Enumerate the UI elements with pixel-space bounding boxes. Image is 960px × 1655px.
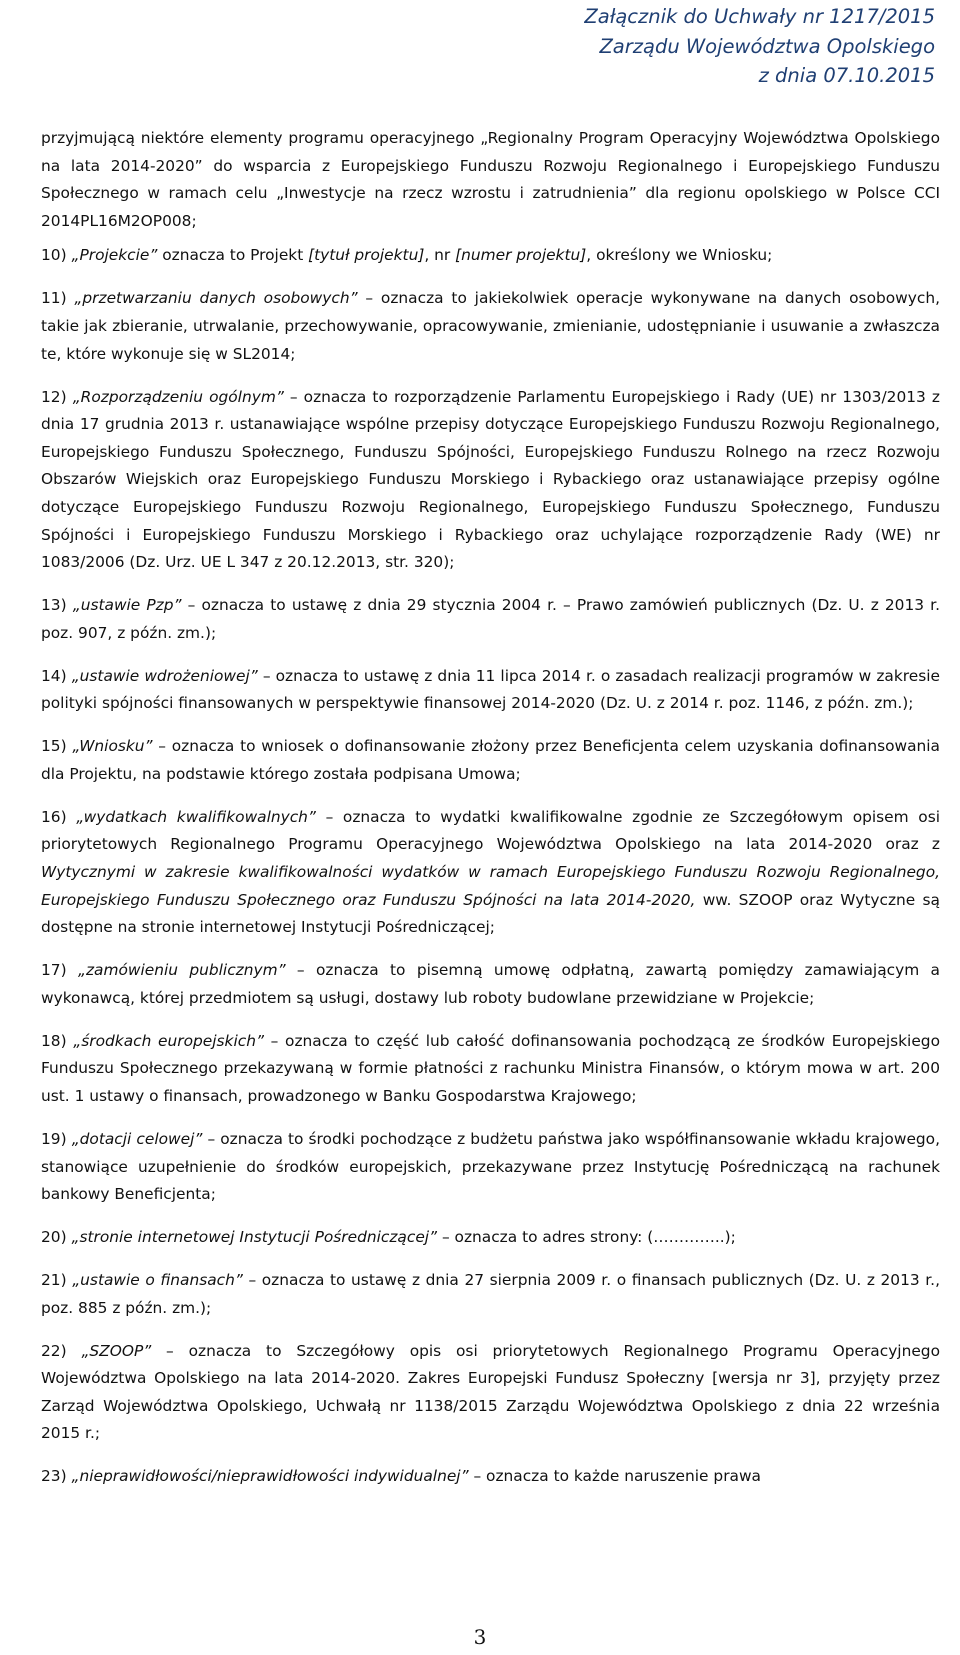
definition-item: [41, 1028, 940, 1111]
header-line-resolution: Załącznik do Uchwały nr 1217/2015: [584, 5, 935, 28]
item-term: „ustawie o finansach”: [72, 1271, 243, 1290]
item-text: – oznacza to wydatki kwalifikowalne zgodnie ze Szczegółowym opisem osi priorytetowych Regionalnego Programu Operacyjnego Województwa Opolskiego na lata 2014-2020 oraz z: [41, 807, 940, 854]
item-text: , określony we Wniosku;: [586, 246, 773, 265]
item-term: „Projekcie”: [71, 246, 158, 265]
item-number: 18): [41, 1031, 67, 1050]
definition-item: [41, 1463, 940, 1491]
item-number: 16): [41, 807, 67, 826]
item-text: – oznacza to ustawę z dnia 29 stycznia 2004 r. – Prawo zamówień publicznych (Dz. U. z 2013 r. poz. 907, z późn. zm.);: [41, 596, 940, 642]
item-text: – oznacza to wniosek o dofinansowanie złożony przez Beneficjenta celem uzyskania dofinansowania dla Projektu, na podstawie którego została podpisana Umowa;: [41, 737, 940, 783]
item-text: – oznacza to środki pochodzące z budżetu państwa jako współfinansowanie wkładu krajowego, stanowiące uzupełnienie do środków europejskich, przekazywane przez Instytucję Pośredniczącą na rachunek bankowy Beneficjenta;: [41, 1129, 940, 1204]
item-number: 20): [41, 1228, 67, 1247]
item-number: 15): [41, 737, 67, 756]
document-header: [584, 2, 935, 91]
item-text: – oznacza to jakiekolwiek operacje wykonywane na danych osobowych, takie jak zbieranie, utrwalanie, przechowywanie, opracowywanie, zmienianie, udostępnianie i usuwanie a zwłaszcza te, które wykonuje się w SL2014;: [41, 289, 940, 363]
header-line-board: Zarządu Województwa Opolskiego: [599, 34, 935, 58]
item-number: 13): [41, 596, 67, 615]
item-number: 21): [41, 1271, 67, 1290]
item-term: „wydatkach kwalifikowalnych”: [76, 807, 316, 826]
item-term: „nieprawidłowości/nieprawidłowości indywidualnej”: [71, 1467, 469, 1486]
item-number: 19): [41, 1129, 67, 1148]
definition-item: [41, 592, 940, 647]
item-term: „środkach europejskich”: [73, 1031, 264, 1050]
item-text: – oznacza to każde naruszenie prawa: [468, 1467, 761, 1486]
item-number: 11): [41, 289, 67, 308]
item-term: „SZOOP”: [81, 1341, 152, 1360]
item-term: „dotacji celowej”: [71, 1129, 203, 1148]
definition-item: [41, 285, 940, 368]
item-italic-text: Wytycznymi w zakresie kwalifikowalności wydatków w ramach Europejskiego Funduszu Rozwoju Regionalnego, Europejskiego Funduszu Społecznego oraz Funduszu Spójności na lata 2014-2020,: [41, 863, 940, 909]
item-term: „przetwarzaniu danych osobowych”: [74, 289, 358, 308]
item-number: 10): [41, 246, 67, 265]
item-text: – oznacza to Szczegółowy opis osi priorytetowych Regionalnego Programu Operacyjnego Województwa Opolskiego na lata 2014-2020. Zakres Europejski Fundusz Społeczny [wersja nr 3], przyjęty przez Zarząd Województwa Opolskiego, Uchwałą nr 1138/2015 Zarządu Województwa Opolskiego z dnia 22 września 2015 r.;: [41, 1341, 940, 1443]
item-number: 14): [41, 666, 67, 685]
item-term: „ustawie Pzp”: [72, 596, 182, 615]
definition-item: [41, 1267, 940, 1322]
document-body: [41, 125, 940, 1506]
item-number: 22): [41, 1341, 67, 1360]
item-italic-text: [tytuł projektu]: [308, 246, 425, 265]
definition-item: [41, 1224, 940, 1252]
item-number: 23): [41, 1467, 67, 1486]
item-text: – oznacza to pisemną umowę odpłatną, zawartą pomiędzy zamawiającym a wykonawcą, której przedmiotem są usługi, dostawy lub roboty budowlane przewidziane w Projekcie;: [41, 961, 940, 1007]
item-term: „ustawie wdrożeniowej”: [71, 666, 258, 685]
item-term: „Rozporządzeniu ogólnym”: [72, 387, 284, 406]
item-number: 12): [41, 387, 67, 406]
item-text: ww. SZOOP oraz Wytyczne są dostępne na stronie internetowej Instytucji Pośredniczącej;: [41, 890, 940, 937]
definition-item: [41, 1338, 940, 1448]
page-number: 3: [473, 1625, 487, 1649]
item-text: , nr: [424, 246, 456, 265]
item-text: oznacza to Projekt: [157, 246, 309, 265]
definition-item: [41, 733, 940, 788]
item-term: „zamówieniu publicznym”: [77, 961, 286, 980]
item-text: – oznacza to rozporządzenie Parlamentu Europejskiego i Rady (UE) nr 1303/2013 z dnia 17 grudnia 2013 r. ustanawiające wspólne przepisy dotyczące Europejskiego Funduszu Rozwoju Regionalnego, Europejskiego Funduszu Społecznego, Funduszu Spójności, Europejskiego Funduszu Rolnego na rzecz Rozwoju Obszarów Wiejskich oraz Europejskiego Funduszu Morskiego i Rybackiego oraz ustanawiające przepisy ogólne dotyczące Europejskiego Funduszu Rozwoju Regionalnego, Europejskiego Funduszu Społecznego, Funduszu Spójności i Europejskiego Funduszu Morskiego i Rybackiego oraz uchylające rozporządzenie Rady (WE) nr 1083/2006 (Dz. Urz. UE L 347 z 20.12.2013, str. 320);: [41, 387, 940, 572]
definition-item: [41, 804, 940, 942]
item-text: – oznacza to ustawę z dnia 27 sierpnia 2009 r. o finansach publicznych (Dz. U. z 2013 r., poz. 885 z późn. zm.);: [41, 1271, 940, 1317]
definition-item: [41, 242, 940, 270]
definition-item: [41, 957, 940, 1012]
item-text: – oznacza to część lub całość dofinansowania pochodzącą ze środków Europejskiego Funduszu Społecznego przekazywaną w formie płatności z rachunku Ministra Finansów, o którym mowa w art. 200 ust. 1 ustawy o finansach, prowadzonego w Banku Gospodarstwa Krajowego;: [41, 1031, 940, 1105]
item-number: 17): [41, 961, 67, 980]
definition-item: [41, 1126, 940, 1209]
header-line-date: z dnia 07.10.2015: [758, 64, 935, 87]
intro-paragraph: przyjmującą niektóre elementy programu operacyjnego „Regionalny Program Operacyjny Województwa Opolskiego na lata 2014-2020” do wsparcia z Europejskiego Funduszu Rozwoju Regionalnego i Europejskiego Funduszu Społecznego w ramach celu „Inwestycje na rzecz wzrostu i zatrudnienia” dla regionu opolskiego w Polsce CCI 2014PL16M2OP008;: [41, 129, 940, 230]
item-term: „Wniosku”: [72, 737, 153, 756]
item-italic-text: [numer projektu]: [455, 246, 587, 265]
definitions-list: [41, 242, 940, 1491]
definition-item: [41, 384, 940, 577]
item-term: „stronie internetowej Instytucji Pośredniczącej”: [71, 1228, 438, 1247]
item-text: – oznacza to adres strony: (…………..);: [437, 1228, 736, 1247]
item-text: – oznacza to ustawę z dnia 11 lipca 2014 r. o zasadach realizacji programów w zakresie polityki spójności finansowanych w perspektywie finansowej 2014-2020 (Dz. U. z 2014 r. poz. 1146, z późn. zm.);: [41, 666, 940, 713]
definition-item: [41, 663, 940, 718]
